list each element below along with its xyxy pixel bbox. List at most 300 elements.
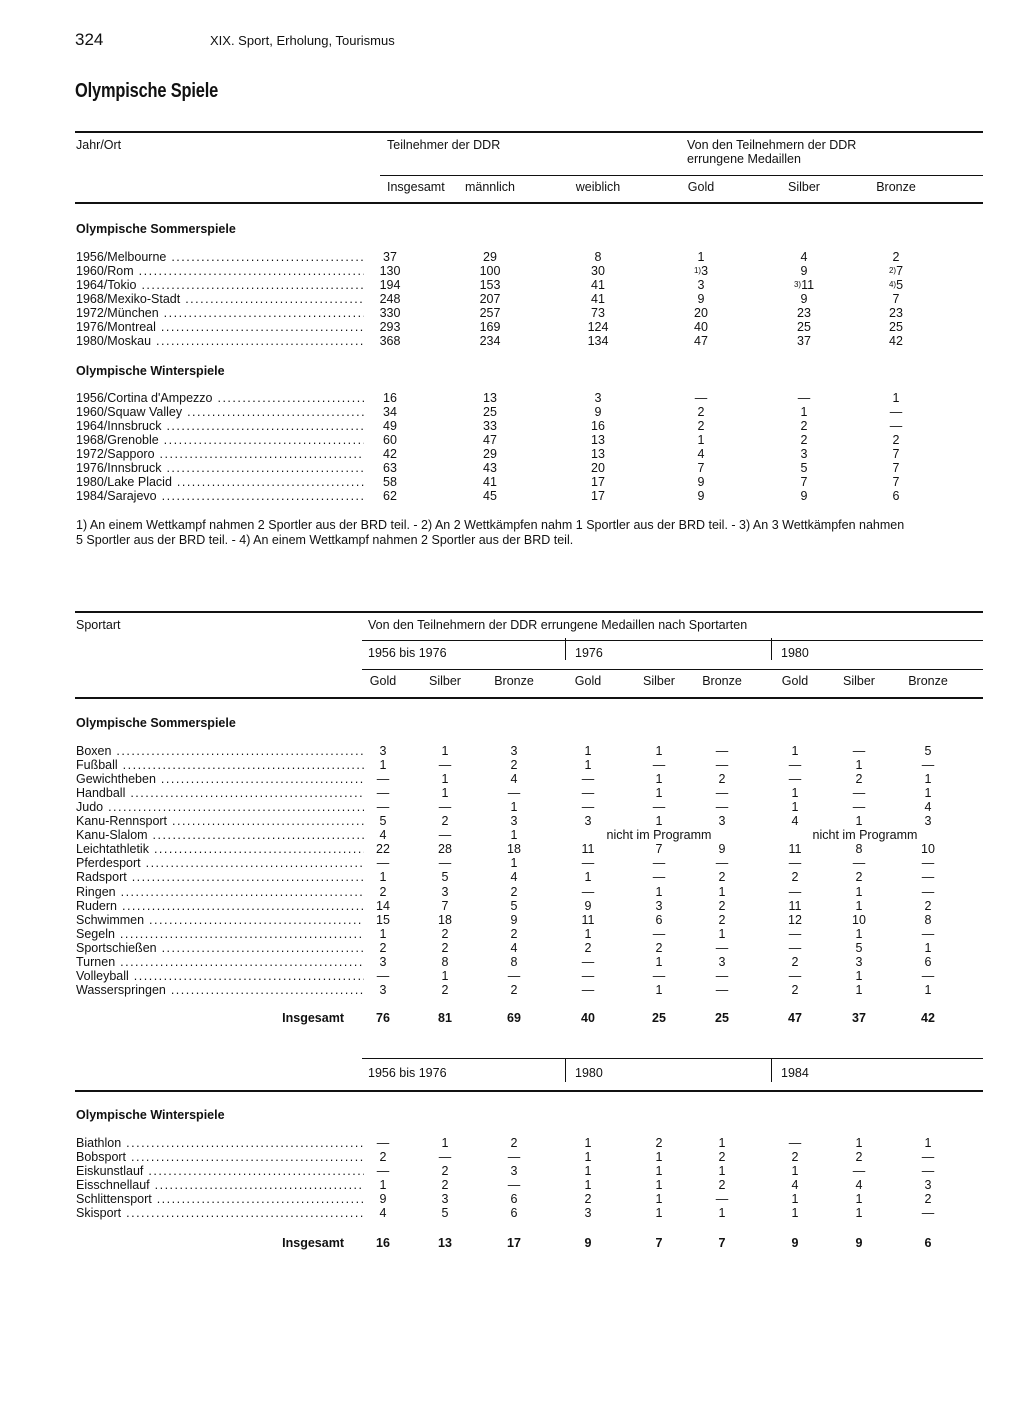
cell: 2: [800, 433, 808, 448]
cell: 43: [483, 461, 497, 476]
table-rule: [75, 697, 983, 699]
cell: —: [715, 786, 729, 801]
cell: 3: [697, 278, 705, 293]
row-label: 1960/Squaw Valley .....: [76, 405, 364, 419]
total-cell: 6: [924, 1236, 932, 1250]
table-row: [0, 1206, 1024, 1220]
row-label: Gewichtheben .....: [76, 772, 364, 786]
cell: —: [788, 856, 802, 871]
cell: 7: [441, 898, 449, 913]
cell: 9: [697, 292, 705, 307]
table-row: [0, 1192, 1024, 1206]
row-label: 1968/Grenoble .....: [76, 433, 364, 447]
cell: 40: [694, 320, 708, 335]
not-in-program-note: nicht im Programm: [812, 828, 918, 843]
cell: 7: [892, 461, 900, 476]
column-header: Silber: [788, 180, 820, 194]
row-label: Biathlon .....: [76, 1136, 364, 1150]
cell: 1: [791, 1192, 799, 1207]
cell: 6: [892, 489, 900, 504]
table-rule: [380, 175, 983, 176]
cell: 1: [718, 884, 726, 899]
total-cell: 69: [507, 1011, 521, 1025]
cell: 1: [379, 926, 387, 941]
column-header: Silber: [843, 674, 875, 688]
cell: —: [788, 1136, 802, 1150]
cell: 1: [924, 786, 932, 801]
cell: 4: [697, 447, 705, 462]
cell: 3: [510, 744, 518, 758]
cell: 1: [584, 744, 592, 758]
cell: 6: [510, 1192, 518, 1207]
cell: 37: [383, 250, 397, 264]
total-cell: 9: [791, 1236, 799, 1250]
cell: —: [921, 968, 935, 983]
cell: —: [507, 786, 521, 801]
table-row: [0, 899, 1024, 913]
row-label: 1976/Montreal .....: [76, 320, 364, 334]
total-label: Insgesamt: [282, 1236, 344, 1250]
period-header: 1984: [781, 1066, 809, 1080]
cell: 234: [479, 334, 501, 349]
cell: 2: [510, 884, 518, 899]
cell: —: [852, 1164, 866, 1179]
cell: 2: [791, 870, 799, 885]
cell: 33: [483, 419, 497, 434]
cell: —: [694, 391, 708, 405]
row-label: 1964/Tokio .....: [76, 278, 364, 292]
cell: —: [715, 982, 729, 997]
column-header: Silber: [643, 674, 675, 688]
cell: —: [376, 856, 390, 871]
cell: 1: [855, 1136, 863, 1150]
cell: 100: [479, 264, 501, 279]
row-label: Sportschießen .....: [76, 941, 364, 955]
cell: —: [788, 758, 802, 773]
table-row: [0, 419, 1024, 433]
cell: 11: [788, 898, 802, 913]
cell: —: [921, 856, 935, 871]
cell: 20: [591, 461, 605, 476]
table-row: [0, 983, 1024, 997]
cell: 15: [376, 912, 390, 927]
cell: —: [438, 828, 452, 843]
cell: 4: [800, 250, 808, 264]
cell: —: [788, 926, 802, 941]
cell: 2: [510, 758, 518, 773]
cell: 169: [479, 320, 501, 335]
table-row: [0, 334, 1024, 348]
period-header: 1956 bis 1976: [368, 646, 447, 660]
cell: 2: [441, 814, 449, 829]
cell: 1: [791, 786, 799, 801]
cell: 2: [855, 1150, 863, 1165]
cell: 1: [697, 250, 705, 264]
table-row: [0, 786, 1024, 800]
column-header: weiblich: [575, 180, 621, 194]
table-row: [0, 969, 1024, 983]
table-row: [0, 842, 1024, 856]
total-cell: 40: [581, 1011, 595, 1025]
row-label: 1956/Cortina d'Ampezzo .....: [76, 391, 364, 405]
cell: —: [921, 870, 935, 885]
row-label: 1960/Rom .....: [76, 264, 364, 278]
row-label: Eisschnellauf .....: [76, 1178, 364, 1192]
cell: 1: [697, 433, 705, 448]
total-cell: 9: [584, 1236, 592, 1250]
cell: —: [507, 1178, 521, 1193]
cell: 2: [655, 1136, 663, 1150]
cell: 1: [584, 1164, 592, 1179]
row-label: Volleyball .....: [76, 969, 364, 983]
cell: 1: [655, 1192, 663, 1207]
cell: 1: [655, 744, 663, 758]
cell: 22: [376, 842, 390, 857]
cell: 25: [483, 405, 497, 420]
cell: 1: [584, 870, 592, 885]
cell: 4: [924, 800, 932, 815]
cell: —: [715, 800, 729, 815]
cell: 2: [718, 912, 726, 927]
period-header: 1976: [575, 646, 603, 660]
row-label: Fußball .....: [76, 758, 364, 772]
cell: 34: [383, 405, 397, 420]
table-rule: [362, 640, 983, 641]
cell: 2: [441, 926, 449, 941]
cell: —: [652, 758, 666, 773]
cell: —: [376, 1164, 390, 1179]
row-label: 1972/Sapporo .....: [76, 447, 364, 461]
cell: 134: [587, 334, 609, 349]
cell: 2: [800, 419, 808, 434]
cell: 3: [924, 814, 932, 829]
cell: 41: [483, 475, 497, 490]
cell: 1: [855, 1206, 863, 1221]
table-row: [0, 1178, 1024, 1192]
footnote-line: 1) An einem Wettkampf nahmen 2 Sportler aus der BRD teil. - 2) An 2 Wettkämpfen nahm 1 Sportler aus der BRD teil. - 3) An 3 Wettkämpfen nahmen: [76, 518, 905, 532]
cell: 2: [584, 1192, 592, 1207]
cell: 3: [584, 814, 592, 829]
row-label: Pferdesport .....: [76, 856, 364, 870]
cell: 18: [438, 912, 452, 927]
cell: 1: [655, 884, 663, 899]
period-header: 1956 bis 1976: [368, 1066, 447, 1080]
cell: 1: [791, 744, 799, 758]
row-label: Boxen .....: [76, 744, 364, 758]
column-header: Insgesamt: [387, 180, 445, 194]
column-header: Bronze: [908, 674, 948, 688]
cell: 9: [800, 292, 808, 307]
section-heading: Olympische Winterspiele: [76, 364, 225, 378]
cell: —: [788, 772, 802, 787]
cell: —: [797, 391, 811, 405]
cell: 9: [800, 489, 808, 504]
cell: —: [715, 1192, 729, 1207]
cell: 4: [855, 1178, 863, 1193]
cell: 1: [718, 926, 726, 941]
cell: 2: [510, 982, 518, 997]
total-cell: 7: [655, 1236, 663, 1250]
cell: —: [581, 786, 595, 801]
total-row: [0, 1011, 1024, 1025]
table-rule: [75, 1090, 983, 1092]
cell: 3: [718, 954, 726, 969]
total-label: Insgesamt: [282, 1011, 344, 1025]
cell: 3: [379, 744, 387, 758]
cell: —: [376, 968, 390, 983]
total-cell: 76: [376, 1011, 390, 1025]
cell: 10: [921, 842, 935, 857]
cell: 2: [510, 1136, 518, 1150]
cell: 9: [379, 1192, 387, 1207]
section-heading: Olympische Winterspiele: [76, 1108, 225, 1122]
period-header: 1980: [575, 1066, 603, 1080]
cell: 47: [694, 334, 708, 349]
row-label: 1980/Lake Placid .....: [76, 475, 364, 489]
cell: 3: [924, 1178, 932, 1193]
cell: $^{3)}$11: [793, 278, 815, 293]
cell: 1: [379, 870, 387, 885]
cell: $^{1)}$3: [693, 264, 709, 279]
cell: 17: [591, 475, 605, 490]
cell: 2: [892, 433, 900, 448]
cell: 3: [855, 954, 863, 969]
footnote-line: 5 Sportler aus der BRD teil. - 4) An einem Wettkampf nahmen 2 Sportler aus der BRD teil.: [76, 533, 574, 547]
cell: —: [652, 968, 666, 983]
cell: 5: [800, 461, 808, 476]
cell: 16: [383, 391, 397, 405]
cell: 3: [441, 884, 449, 899]
row-label: 1984/Sarajevo .....: [76, 489, 364, 503]
table-row: [0, 292, 1024, 306]
cell: 1: [718, 1206, 726, 1221]
cell: 6: [510, 1206, 518, 1221]
cell: 8: [924, 912, 932, 927]
cell: —: [581, 982, 595, 997]
cell: 3: [800, 447, 808, 462]
cell: 2: [718, 898, 726, 913]
cell: 5: [924, 744, 932, 758]
cell: 4: [510, 772, 518, 787]
cell: 1: [655, 1164, 663, 1179]
cell: 37: [797, 334, 811, 349]
cell: 8: [510, 954, 518, 969]
footnote-marker: 4): [888, 280, 897, 290]
cell: —: [581, 968, 595, 983]
cell: 2: [441, 940, 449, 955]
cell: 7: [697, 461, 705, 476]
footnote-marker: 1): [693, 266, 702, 276]
row-label: 1976/Innsbruck .....: [76, 461, 364, 475]
table-rule: [75, 611, 983, 613]
cell: —: [715, 744, 729, 758]
cell: —: [581, 856, 595, 871]
table-row: [0, 870, 1024, 884]
page-title: Olympische Spiele: [75, 80, 219, 102]
cell: 1: [855, 884, 863, 899]
cell: 1: [718, 1164, 726, 1179]
row-label: Ringen .....: [76, 885, 364, 899]
column-header: Gold: [369, 674, 397, 688]
table-row: [0, 828, 1024, 842]
cell: 1: [892, 391, 900, 405]
cell: 4: [379, 1206, 387, 1221]
cell: 3: [510, 814, 518, 829]
cell: 1: [655, 814, 663, 829]
cell: 2: [855, 870, 863, 885]
period-divider: [771, 638, 772, 660]
cell: 293: [379, 320, 401, 335]
row-label: Segeln .....: [76, 927, 364, 941]
column-header: Silber: [429, 674, 461, 688]
cell: 8: [441, 954, 449, 969]
cell: 9: [800, 264, 808, 279]
page-number: 324: [75, 30, 104, 49]
cell: $^{4)}$5: [888, 278, 904, 293]
cell: 2: [718, 1150, 726, 1165]
cell: —: [581, 954, 595, 969]
cell: —: [581, 772, 595, 787]
cell: 30: [591, 264, 605, 279]
cell: 194: [379, 278, 401, 293]
cell: 4: [791, 814, 799, 829]
cell: 4: [510, 940, 518, 955]
cell: —: [889, 419, 903, 434]
cell: 1: [584, 1136, 592, 1150]
cell: 5: [510, 898, 518, 913]
cell: 2: [379, 884, 387, 899]
table-rule: [75, 202, 983, 204]
cell: 2: [584, 940, 592, 955]
cell: 248: [379, 292, 401, 307]
cell: —: [788, 968, 802, 983]
cell: 1: [655, 954, 663, 969]
cell: 1: [800, 405, 808, 420]
cell: 1: [791, 800, 799, 815]
total-cell: 17: [507, 1236, 521, 1250]
section-heading: Olympische Sommerspiele: [76, 716, 236, 730]
table-row: [0, 306, 1024, 320]
table-row: [0, 856, 1024, 870]
cell: 1: [441, 744, 449, 758]
column-header: Gold: [781, 674, 809, 688]
cell: 2: [924, 1192, 932, 1207]
cell: —: [852, 786, 866, 801]
cell: 2: [791, 954, 799, 969]
cell: 7: [892, 447, 900, 462]
cell: 1: [584, 1178, 592, 1193]
cell: —: [921, 1206, 935, 1221]
cell: 1: [655, 1150, 663, 1165]
cell: —: [715, 856, 729, 871]
cell: 1: [584, 926, 592, 941]
cell: 1: [584, 1150, 592, 1165]
cell: 13: [591, 433, 605, 448]
cell: —: [507, 968, 521, 983]
cell: —: [652, 856, 666, 871]
cell: —: [852, 800, 866, 815]
footnote-marker: 2): [888, 266, 897, 276]
cell: 2: [791, 982, 799, 997]
cell: 2: [379, 940, 387, 955]
row-label: Kanu-Rennsport .....: [76, 814, 364, 828]
cell: 1: [855, 982, 863, 997]
row-label: 1972/München .....: [76, 306, 364, 320]
cell: 1: [855, 814, 863, 829]
cell: 2: [510, 926, 518, 941]
cell: 3: [718, 814, 726, 829]
cell: 9: [594, 405, 602, 420]
cell: 9: [510, 912, 518, 927]
footnotes: [76, 518, 986, 548]
cell: —: [438, 856, 452, 871]
medals-group-header-line2: errungene Medaillen: [687, 152, 801, 166]
column-header: Bronze: [702, 674, 742, 688]
row-label: 1980/Moskau .....: [76, 334, 364, 348]
table-row: [0, 927, 1024, 941]
cell: 4: [791, 1178, 799, 1193]
table-row: [0, 941, 1024, 955]
cell: 9: [584, 898, 592, 913]
total-cell: 9: [855, 1236, 863, 1250]
cell: 1: [441, 772, 449, 787]
cell: 63: [383, 461, 397, 476]
column-header: Gold: [687, 180, 715, 194]
cell: 1: [718, 1136, 726, 1150]
table-row: [0, 461, 1024, 475]
cell: —: [921, 758, 935, 773]
row-label: Schlittensport .....: [76, 1192, 364, 1206]
column-header: Gold: [574, 674, 602, 688]
column-header: männlich: [464, 180, 516, 194]
cell: 1: [655, 786, 663, 801]
cell: 153: [479, 278, 501, 293]
cell: 1: [584, 758, 592, 773]
row-label: Schwimmen .....: [76, 913, 364, 927]
cell: 3: [441, 1192, 449, 1207]
table-row: [0, 1150, 1024, 1164]
total-cell: 25: [652, 1011, 666, 1025]
cell: 73: [591, 306, 605, 321]
cell: 45: [483, 489, 497, 504]
total-cell: 25: [715, 1011, 729, 1025]
cell: 60: [383, 433, 397, 448]
cell: 1: [441, 968, 449, 983]
cell: 2: [791, 1150, 799, 1165]
cell: 23: [889, 306, 903, 321]
table-row: [0, 320, 1024, 334]
cell: 11: [581, 842, 595, 857]
cell: —: [376, 1136, 390, 1150]
cell: 6: [924, 954, 932, 969]
cell: 8: [594, 250, 602, 264]
cell: —: [852, 744, 866, 758]
table-row: [0, 1164, 1024, 1178]
cell: 14: [376, 898, 390, 913]
cell: 41: [591, 292, 605, 307]
table-row: [0, 405, 1024, 419]
row-label: Kanu-Slalom .....: [76, 828, 364, 842]
cell: 2: [441, 982, 449, 997]
footnote-marker: 3): [793, 280, 802, 290]
total-cell: 37: [852, 1011, 866, 1025]
table-row: [0, 264, 1024, 278]
cell: 16: [591, 419, 605, 434]
cell: 1: [791, 1206, 799, 1221]
cell: —: [438, 758, 452, 773]
row-label: Leichtathletik .....: [76, 842, 364, 856]
stub-header: Jahr/Ort: [76, 138, 122, 152]
